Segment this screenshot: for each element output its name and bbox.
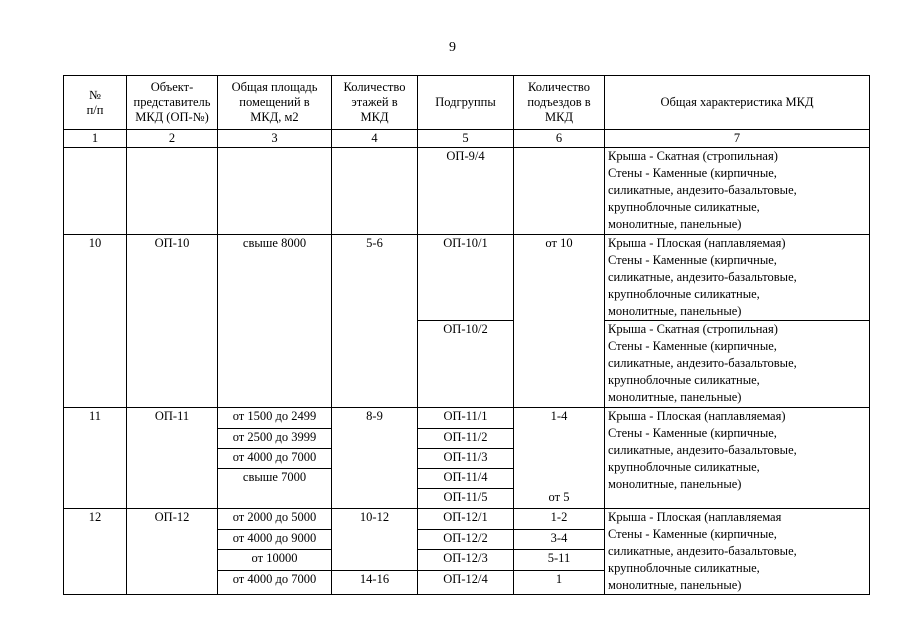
column-number: 3 — [218, 130, 332, 148]
subgroup-cell: ОП-12/4 — [418, 570, 514, 594]
mkd-table — [63, 75, 870, 595]
description-cell: Крыша - Скатная (стропильная) Стены - Каменные (кирпичные, силикатные, андезито-базальтовые, крупноблочные силикатные, монолитные, панельные) — [605, 148, 870, 235]
area-cell: от 4000 до 7000 — [218, 570, 332, 594]
header-cell: Количество подъездов в МКД — [514, 76, 605, 130]
object-cell: ОП-10 — [127, 235, 218, 408]
table-row — [64, 408, 870, 429]
floors-cell: 8-9 — [332, 408, 418, 509]
subgroup-cell: ОП-10/2 — [418, 321, 514, 408]
entrances-cell: 1-4 — [514, 408, 605, 489]
row-number — [64, 148, 127, 235]
subgroup-cell: ОП-10/1 — [418, 235, 514, 321]
object-cell: ОП-12 — [127, 509, 218, 595]
header-cell: Подгруппы — [418, 76, 514, 130]
column-number: 1 — [64, 130, 127, 148]
area-cell — [218, 148, 332, 235]
description-cell: Крыша - Плоская (наплавляемая Стены - Каменные (кирпичные, силикатные, андезито-базальтовые, крупноблочные силикатные, монолитные, панельные) — [605, 509, 870, 595]
subgroup-cell: ОП-11/5 — [418, 489, 514, 509]
entrances-cell: от 5 — [514, 489, 605, 509]
column-number: 6 — [514, 130, 605, 148]
subgroup-cell: ОП-12/1 — [418, 509, 514, 530]
header-cell: Общая характеристика МКД — [605, 76, 870, 130]
area-cell: от 2000 до 5000 — [218, 509, 332, 530]
area-cell: от 1500 до 2499 — [218, 408, 332, 429]
subgroup-cell: ОП-12/2 — [418, 530, 514, 550]
header-cell: Общая площадь помещений в МКД, м2 — [218, 76, 332, 130]
entrances-cell: 5-11 — [514, 550, 605, 570]
entrances-cell: 3-4 — [514, 530, 605, 550]
column-number: 4 — [332, 130, 418, 148]
floors-cell — [332, 148, 418, 235]
page-number: 9 — [449, 40, 456, 55]
area-cell: свыше 8000 — [218, 235, 332, 408]
entrances-cell: 1 — [514, 570, 605, 594]
header-cell: Количество этажей в МКД — [332, 76, 418, 130]
description-cell: Крыша - Скатная (стропильная) Стены - Каменные (кирпичные, силикатные, андезито-базальтовые, крупноблочные силикатные, монолитные, панельные) — [605, 321, 870, 408]
row-number: 11 — [64, 408, 127, 509]
entrances-cell: 1-2 — [514, 509, 605, 530]
area-cell: свыше 7000 — [218, 469, 332, 509]
table-row — [64, 509, 870, 530]
row-number: 10 — [64, 235, 127, 408]
area-cell: от 4000 до 9000 — [218, 530, 332, 550]
column-number: 7 — [605, 130, 870, 148]
table-row — [64, 148, 870, 235]
column-number: 2 — [127, 130, 218, 148]
entrances-cell — [514, 148, 605, 235]
subgroup-cell: ОП-11/1 — [418, 408, 514, 429]
table-row — [64, 235, 870, 321]
subgroup-cell: ОП-12/3 — [418, 550, 514, 570]
subgroup-cell: ОП-11/4 — [418, 469, 514, 489]
floors-cell: 14-16 — [332, 570, 418, 594]
subgroup-cell: ОП-11/3 — [418, 449, 514, 469]
subgroup-cell: ОП-11/2 — [418, 429, 514, 449]
floors-cell: 10-12 — [332, 509, 418, 571]
header-cell: № п/п — [64, 76, 127, 130]
subgroup-cell: ОП-9/4 — [418, 148, 514, 235]
description-cell: Крыша - Плоская (наплавляемая) Стены - Каменные (кирпичные, силикатные, андезито-базальтовые, крупноблочные силикатные, монолитные, панельные) — [605, 235, 870, 321]
area-cell: от 4000 до 7000 — [218, 449, 332, 469]
column-number-row — [64, 130, 870, 148]
description-cell: Крыша - Плоская (наплавляемая) Стены - Каменные (кирпичные, силикатные, андезито-базальтовые, крупноблочные силикатные, монолитные, панельные) — [605, 408, 870, 509]
header-row — [64, 76, 870, 130]
floors-cell: 5-6 — [332, 235, 418, 408]
object-cell — [127, 148, 218, 235]
column-number: 5 — [418, 130, 514, 148]
entrances-cell: от 10 — [514, 235, 605, 408]
header-cell: Объект- представитель МКД (ОП-№) — [127, 76, 218, 130]
area-cell: от 10000 — [218, 550, 332, 570]
object-cell: ОП-11 — [127, 408, 218, 509]
row-number: 12 — [64, 509, 127, 595]
area-cell: от 2500 до 3999 — [218, 429, 332, 449]
